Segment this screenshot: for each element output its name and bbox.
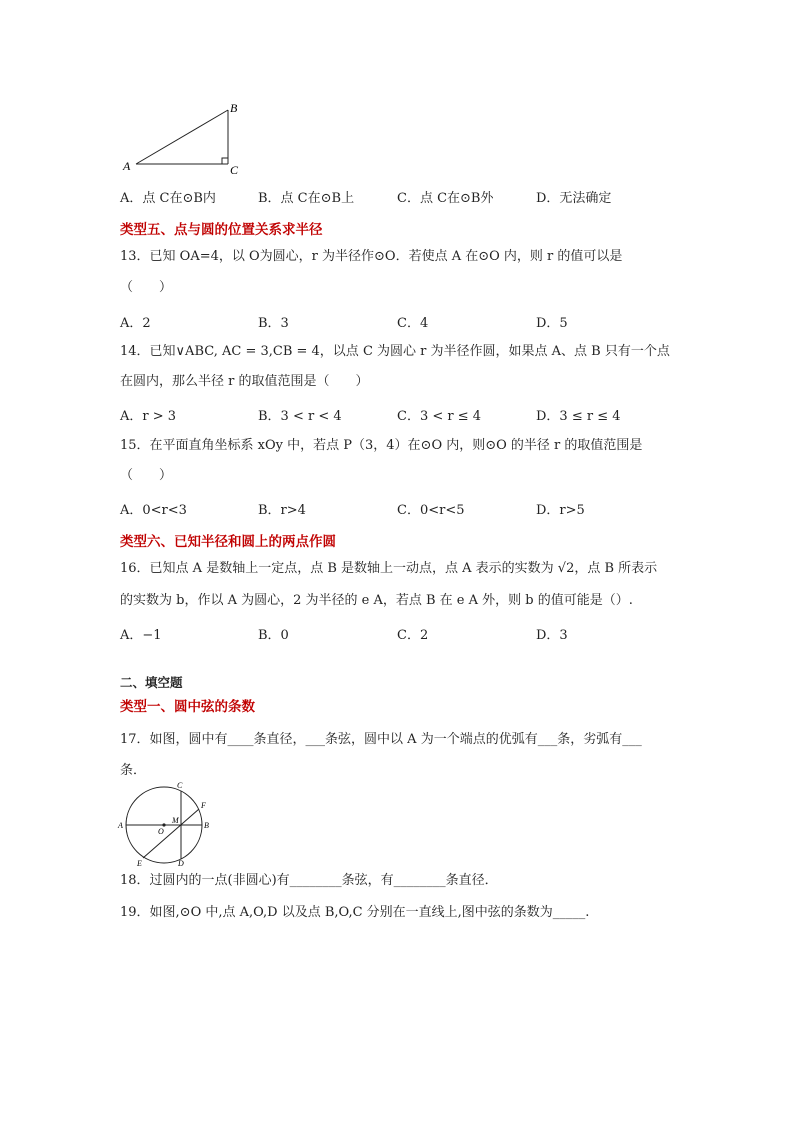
q13-option-a: A．2	[120, 316, 151, 331]
chord-ef	[143, 809, 199, 858]
q16-text-line2: 的实数为 b，作以 A 为圆心，2 为半径的 e A，若点 B 在 e A 外，则 b 的值可能是（）.	[120, 593, 633, 608]
q13-option-c: C．4	[397, 316, 429, 331]
q14-option-b: B．3 < r < 4	[258, 409, 342, 424]
q15-text-line2: （ ）	[120, 468, 173, 483]
label-a: A	[123, 159, 131, 173]
section6-heading: 类型六、已知半径和圆上的两点作圆	[120, 534, 336, 550]
q16-option-a: A．−1	[120, 628, 162, 643]
part2-heading: 二、填空题	[120, 675, 183, 690]
q12-option-c: C．点 C在⊙B外	[397, 191, 494, 206]
q15-text-line1: 15．在平面直角坐标系 xOy 中，若点 P（3，4）在⊙O 内，则⊙O 的半径 r 的取值范围是	[120, 438, 643, 453]
q15-option-b: B．r>4	[258, 503, 306, 518]
label-c: C	[177, 781, 183, 790]
q17-text-line1: 17．如图，圆中有____条直径，___条弦，圆中以 A 为一个端点的优弧有___条，劣弧有___	[120, 732, 642, 747]
label-f: F	[201, 801, 206, 810]
q14-text-line1: 14．已知∨ABC, AC = 3,CB = 4，以点 C 为圆心 r 为半径作圆，如果点 A、点 B 只有一个点	[120, 344, 670, 359]
label-e: E	[137, 859, 142, 866]
q19-text: 19．如图,⊙O 中,点 A,O,D 以及点 B,O,C 分别在一直线上,图中弦的条数为_____.	[120, 905, 590, 920]
q14-text-line2: 在圆内，那么半径 r 的取值范围是（ ）	[120, 374, 369, 389]
q14-option-d: D．3 ≤ r ≤ 4	[536, 409, 621, 424]
right-angle-mark	[222, 158, 228, 164]
q14-option-a: A．r > 3	[120, 409, 177, 424]
q13-option-d: D．5	[536, 316, 568, 331]
q18-text: 18．过圆内的一点(非圆心)有________条弦，有________条直径．	[120, 873, 498, 888]
q16-option-b: B．0	[258, 628, 289, 643]
q12-option-a: A．点 C在⊙B内	[120, 191, 216, 206]
label-d: D	[178, 859, 184, 866]
q15-option-a: A．0<r<3	[120, 503, 187, 518]
q13-text-line1: 13．已知 OA=4，以 O为圆心，r 为半径作⊙O．若使点 A 在⊙O 内，则 r 的值可以是	[120, 249, 623, 264]
q16-text-line1: 16．已知点 A 是数轴上一定点，点 B 是数轴上一动点，点 A 表示的实数为 √2，点 B 所表示	[120, 561, 658, 576]
q17-text-line2: 条．	[120, 763, 147, 778]
q16-option-c: C．2	[397, 628, 429, 643]
label-a: A	[118, 821, 123, 830]
q15-option-d: D．r>5	[536, 503, 585, 518]
q16-option-d: D．3	[536, 628, 568, 643]
q15-option-c: C．0<r<5	[397, 503, 465, 518]
q12-option-b: B．点 C在⊙B上	[258, 191, 355, 206]
section5-heading: 类型五、点与圆的位置关系求半径	[120, 222, 323, 238]
label-c: C	[230, 163, 239, 177]
segment-ab	[136, 110, 228, 164]
q13-option-b: B．3	[258, 316, 289, 331]
triangle-figure	[118, 98, 248, 180]
label-b: B	[204, 821, 209, 830]
label-b: B	[230, 101, 238, 115]
label-m: M	[172, 816, 179, 825]
circle-figure	[115, 780, 215, 866]
q13-text-line2: （ ）	[120, 280, 173, 295]
q14-option-c: C．3 < r ≤ 4	[397, 409, 482, 424]
q12-option-d: D．无法确定	[536, 191, 612, 206]
type1-heading: 类型一、圆中弦的条数	[120, 699, 255, 715]
label-o: O	[158, 827, 164, 836]
